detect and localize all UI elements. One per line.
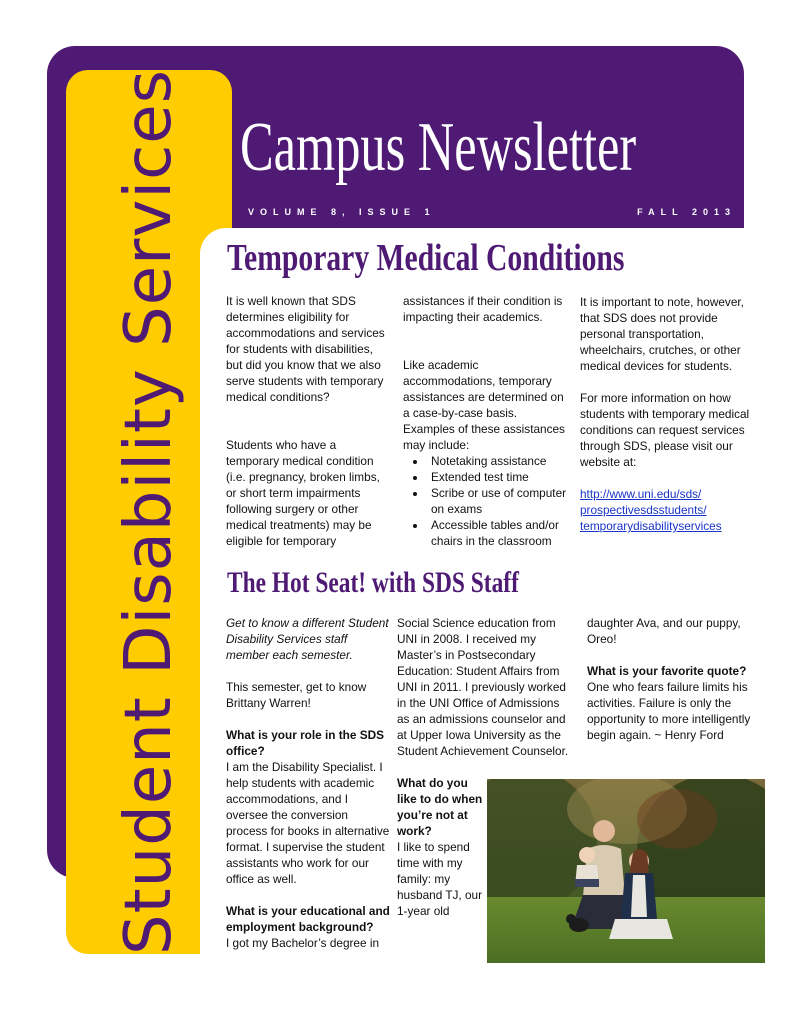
paragraph: Like academic accommodations, temporary assistances are determined on a case-by-case basis. Examples of these assistances may include:: [403, 358, 565, 452]
article-headline: The Hot Seat! with SDS Staff: [227, 566, 519, 599]
article-headline: Temporary Medical Conditions: [227, 237, 625, 279]
paragraph: It is well known that SDS determines eligibility for accommodations and services for students with disabilities, but did you know that we also serve students with temporary medical conditions?: [226, 294, 385, 404]
answer: I am the Disability Specialist. I help students with academic accommodations, and I oversee the conversion process for books in alternative format. I supervise the student assistants who work for our office as well.: [226, 760, 390, 886]
paragraph: It is important to note, however, that SDS does not provide personal transportation, wheelchairs, crutches, or other medical devices for students.: [580, 295, 744, 373]
link-line: temporarydisabilityservices: [580, 519, 722, 533]
list-item: • Scribe or use of computer on exams: [427, 485, 571, 517]
question: What is your favorite quote?: [587, 664, 747, 678]
interview-column-3: [587, 615, 763, 743]
answer: I like to spend time with my family: my husband TJ, our 1-year old: [397, 840, 483, 918]
paragraph: This semester, get to know Brittany Warren!: [226, 680, 367, 710]
answer: I got my Bachelor’s degree in: [226, 936, 380, 950]
link-line: prospectivesdsstudents/: [580, 503, 707, 517]
website-link[interactable]: [580, 486, 760, 534]
article-column-2: [403, 293, 571, 549]
list-item: • Extended test time: [427, 469, 571, 485]
paragraph: Students who have a temporary medical condition (i.e. pregnancy, broken limbs, or short term impairments following surgery or other medical treatments) may be eligible for temporary: [226, 438, 380, 548]
question: What is your role in the SDS office?: [226, 728, 384, 758]
family-photo: [487, 779, 765, 963]
question: What is your educational and employment background?: [226, 904, 390, 934]
assistance-list: [403, 453, 571, 549]
paragraph: For more information on how students with temporary medical conditions can request services through SDS, please visit our website at:: [580, 391, 750, 469]
season-label: FALL 2013: [637, 207, 736, 217]
list-item: • Accessible tables and/or chairs in the classroom: [427, 517, 571, 549]
paragraph: assistances if their condition is impacting their academics.: [403, 294, 563, 324]
question: What do you like to do when you’re not at work?: [397, 776, 483, 838]
article-column-1: [226, 293, 392, 549]
issue-row: [248, 207, 736, 217]
answer: daughter Ava, and our puppy, Oreo!: [587, 616, 741, 646]
list-item: • Notetaking assistance: [427, 453, 571, 469]
article-column-3: [580, 294, 760, 534]
newsletter-title: Campus Newsletter: [240, 109, 637, 186]
answer: Social Science education from UNI in 2008. I received my Master’s in Postsecondary Education: Student Affairs from UNI in 2011. I previously worked in the UNI Office of Admissions as an admissions counselor and at Upper Iowa University as the Student Achievement Counselor.: [397, 616, 569, 758]
intro-text: Get to know a different Student Disability Services staff member each semester.: [226, 616, 389, 662]
side-title: Student Disability Services: [112, 68, 186, 956]
volume-label: VOLUME 8, ISSUE 1: [248, 207, 436, 217]
interview-column-1: [226, 615, 392, 951]
link-line: http://www.uni.edu/sds/: [580, 487, 702, 501]
answer: One who fears failure limits his activities. Failure is only the opportunity to more intelligently begin again. ~ Henry Ford: [587, 680, 751, 742]
